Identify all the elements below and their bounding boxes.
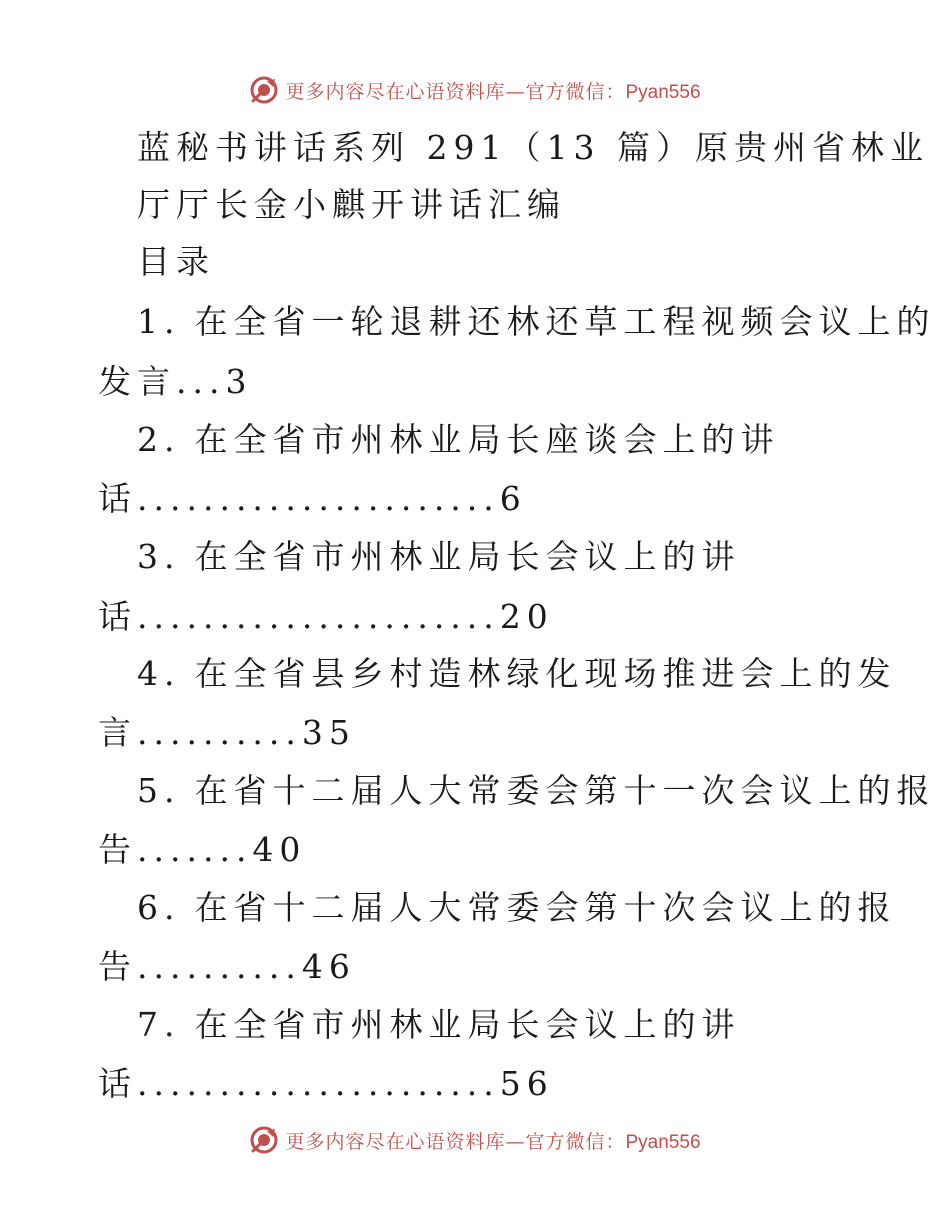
toc-entry-5-title: [137, 771, 936, 811]
pen-seal-logo-icon: [249, 75, 279, 105]
toc-entry-text: 在全省县乡村造林绿化现场推进会上的发: [194, 654, 897, 693]
banner-text: 更多内容尽在心语资料库—官方微信：: [285, 1130, 626, 1153]
document-title-line-2: 厅厅长金小麒开讲话汇编: [137, 185, 566, 224]
toc-entry-7-page: 话......................56: [98, 1064, 554, 1103]
toc-entry-3-title: [137, 537, 741, 577]
toc-entry-number: 4.: [137, 654, 181, 693]
toc-entry-1-title: [137, 302, 936, 342]
toc-entry-number: 2.: [137, 420, 181, 459]
toc-entry-4-title: [137, 654, 897, 694]
toc-entry-number: 5.: [137, 771, 181, 810]
toc-heading: 目录: [137, 242, 215, 281]
toc-entry-1-page: 发言...3: [98, 362, 253, 401]
toc-entry-text: 在全省市州林业局长会议上的讲: [194, 537, 741, 576]
toc-entry-number: 7.: [137, 1005, 181, 1044]
footer-watermark-banner: [0, 1120, 950, 1160]
banner-wechat-id: Pyan556: [625, 1131, 701, 1153]
toc-entry-text: 在全省市州林业局长座谈会上的讲: [194, 420, 780, 459]
toc-entry-number: 1.: [137, 302, 181, 341]
toc-entry-text: 在省十二届人大常委会第十次会议上的报: [194, 888, 897, 927]
toc-entry-text: 在省十二届人大常委会第十一次会议上的报: [194, 771, 936, 810]
toc-entry-2-page: 话......................6: [98, 479, 527, 518]
banner-text: 更多内容尽在心语资料库—官方微信：: [285, 80, 626, 103]
toc-entry-4-page: 言..........35: [98, 713, 356, 752]
toc-entry-6-page: 告..........46: [98, 947, 356, 986]
document-title-line-1: 蓝秘书讲话系列 291（13 篇）原贵州省林业: [137, 128, 929, 167]
header-watermark-banner: [0, 70, 950, 110]
toc-entry-number: 6.: [137, 888, 181, 927]
toc-entry-2-title: [137, 420, 780, 460]
toc-entry-text: 在全省一轮退耕还林还草工程视频会议上的: [194, 302, 936, 341]
pen-seal-logo-icon: [249, 1125, 279, 1155]
toc-entry-6-title: [137, 888, 897, 928]
toc-entry-5-page: 告.......40: [98, 830, 307, 869]
toc-entry-text: 在全省市州林业局长会议上的讲: [194, 1005, 741, 1044]
toc-entry-7-title: [137, 1005, 741, 1045]
toc-entry-3-page: 话......................20: [98, 597, 554, 636]
toc-entry-number: 3.: [137, 537, 181, 576]
banner-wechat-id: Pyan556: [625, 81, 701, 103]
